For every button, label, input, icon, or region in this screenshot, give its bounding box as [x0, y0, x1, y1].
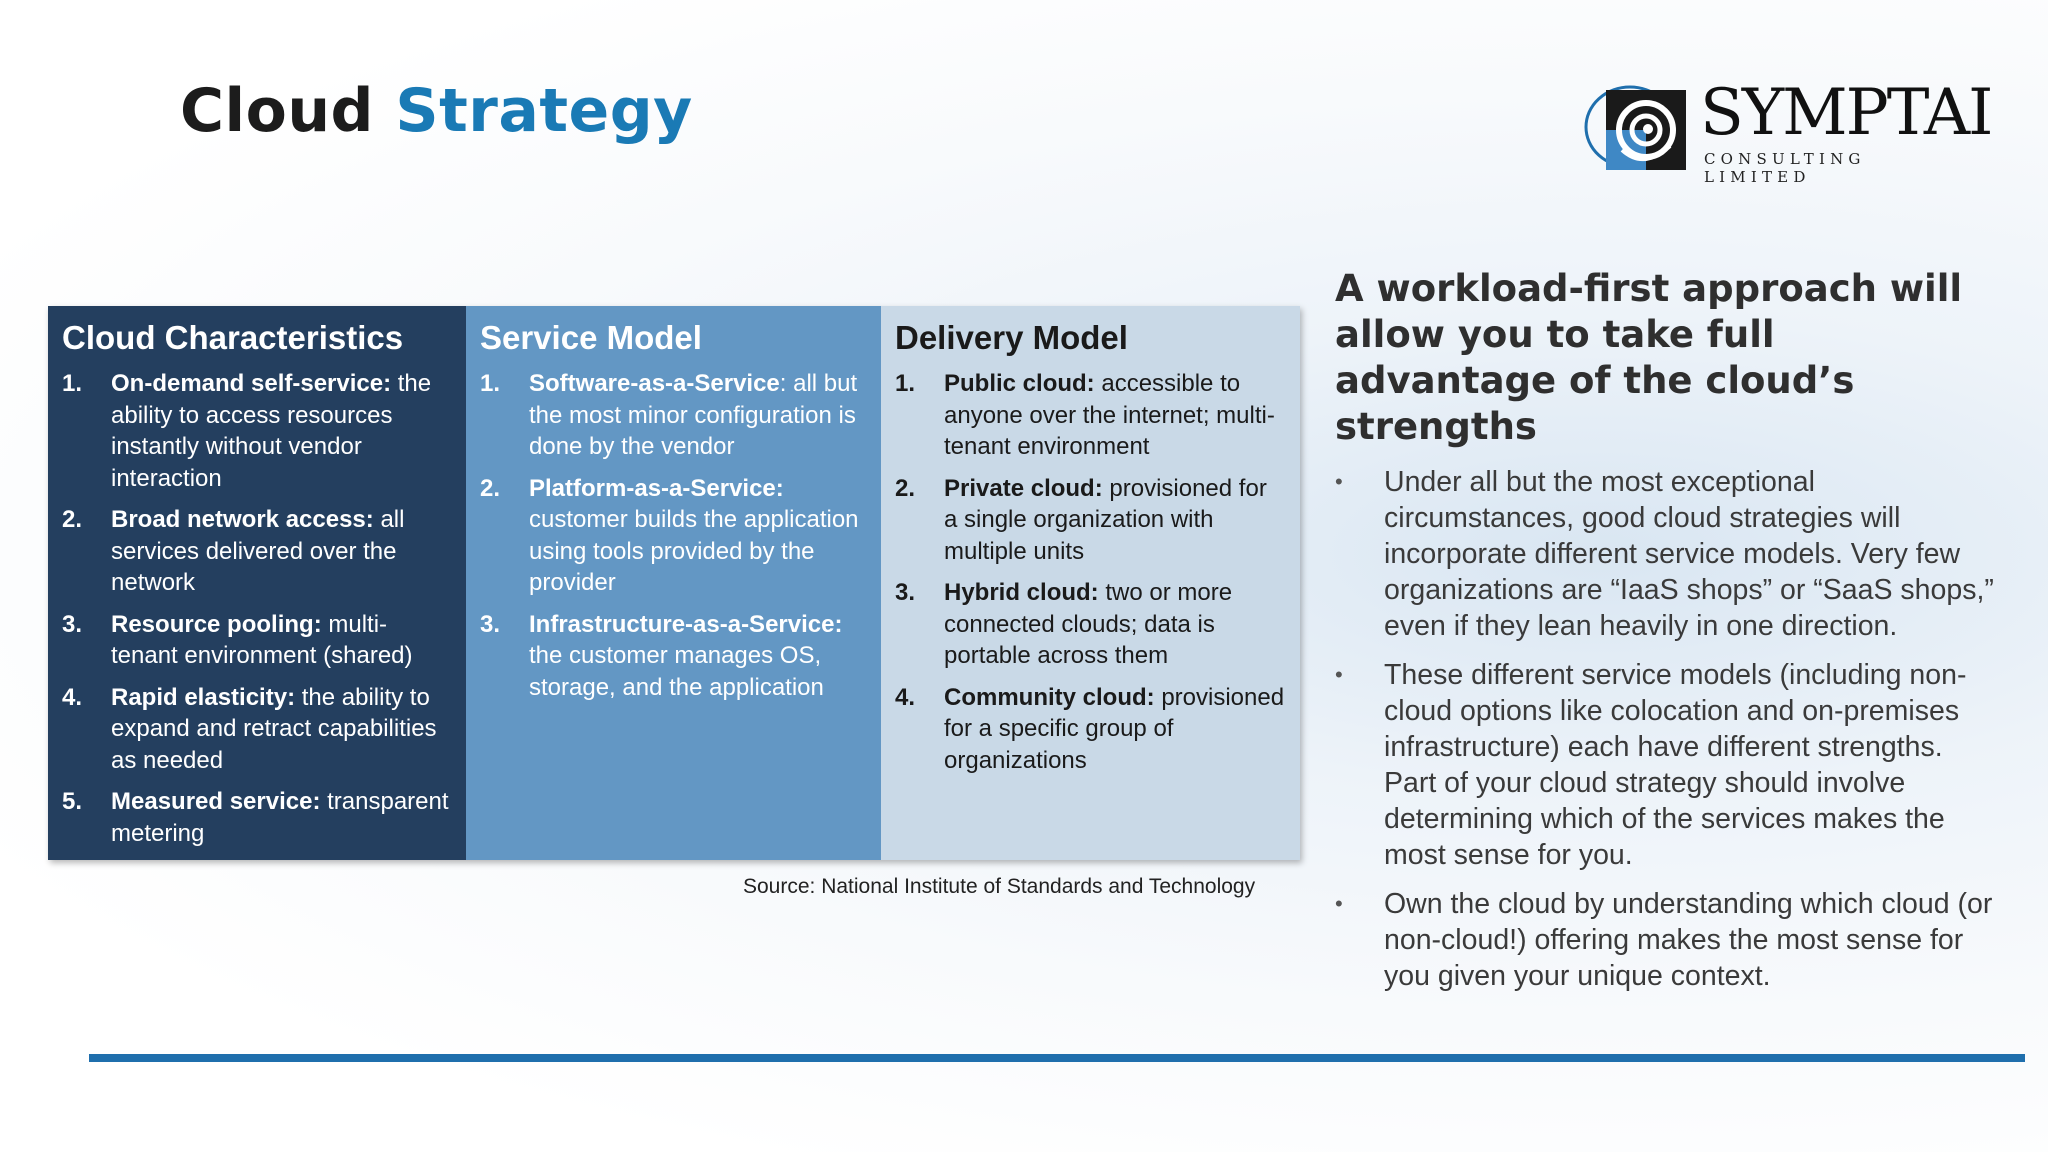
column-heading: Service Model — [480, 319, 702, 356]
item-term: Community cloud: — [944, 683, 1155, 711]
item-text: the customer manages OS, storage, and the application — [529, 642, 824, 701]
item-text: the ability to expand and retract capabilities as needed — [111, 683, 437, 774]
item-number: 3. — [480, 610, 501, 638]
bullet-text: Own the cloud by understanding which cloud (or non-cloud!) offering makes the most sense for you given your unique context. — [1384, 888, 1993, 992]
list-item — [480, 368, 867, 463]
column-heading: Delivery Model — [895, 319, 1128, 356]
cloud-characteristics-column — [48, 306, 466, 860]
item-number: 1. — [895, 370, 916, 397]
item-text: the ability to access resources instantly without vendor interaction — [111, 370, 432, 492]
footer-divider — [89, 1054, 2025, 1062]
list-item — [895, 368, 1286, 463]
item-text: provisioned for a single organization with multiple units — [944, 474, 1267, 565]
list-item — [895, 473, 1286, 568]
item-number: 3. — [895, 579, 916, 606]
cloud-models-panel — [48, 306, 1300, 860]
item-number: 2. — [480, 474, 501, 502]
item-number: 2. — [895, 474, 916, 502]
item-text: two or more connected clouds; data is portable across them — [944, 579, 1233, 669]
item-text: multi-tenant environment (shared) — [111, 610, 413, 669]
bullet-text: These different service models (including non-cloud options like colocation and on-premises infrastructure) each have different strengths. Part of your cloud strategy should involve determining which of the services makes the most sense for you. — [1384, 659, 1967, 871]
item-text: all services delivered over the network — [111, 506, 405, 596]
bullet-item — [1335, 464, 1995, 644]
bullet-icon: • — [1335, 469, 1343, 494]
list-item — [480, 473, 867, 599]
item-number: 4. — [62, 683, 83, 711]
page-title-accent: Strategy — [395, 76, 693, 146]
logo-subtitle: CONSULTING LIMITED — [1704, 150, 1866, 186]
item-number: 4. — [895, 683, 916, 711]
item-text: customer builds the application using tools provided by the provider — [529, 506, 859, 596]
item-number: 2. — [62, 506, 83, 533]
list-item — [62, 609, 452, 672]
item-number: 1. — [62, 370, 83, 397]
list-item — [62, 682, 452, 777]
item-term: Public cloud: — [944, 370, 1095, 397]
service-model-column — [466, 306, 881, 860]
item-text: accessible to anyone over the internet; multi-tenant environment — [944, 370, 1275, 460]
page-title — [180, 76, 693, 146]
item-term: Rapid elasticity: — [111, 683, 296, 711]
bullet-icon: • — [1335, 891, 1343, 916]
item-term: Measured service: — [111, 788, 321, 815]
item-number: 1. — [480, 370, 501, 397]
item-term: Software-as-a-Service — [529, 370, 780, 397]
item-term: Resource pooling: — [111, 610, 322, 638]
item-text: provisioned for a specific group of organizations — [944, 683, 1285, 774]
delivery-model-column — [881, 306, 1300, 860]
list-item — [480, 609, 867, 704]
bullet-item — [1335, 886, 1995, 994]
item-term: Private cloud: — [944, 474, 1103, 502]
bullet-text: Under all but the most exceptional circumstances, good cloud strategies will incorporate different service models. Very few organizations are “IaaS shops” or “SaaS shops,” even if they lean heavily in one direction. — [1384, 466, 1994, 642]
list-item — [895, 682, 1286, 777]
item-term: Hybrid cloud: — [944, 579, 1099, 606]
item-term: Infrastructure-as-a-Service: — [529, 610, 843, 638]
swirl-logo-icon — [1582, 72, 1702, 182]
list-item — [62, 504, 452, 599]
item-number: 5. — [62, 788, 83, 815]
source-citation: Source: National Institute of Standards and Technology — [743, 875, 1256, 898]
item-text: : all but the most minor configuration is done by the vendor — [529, 370, 858, 460]
item-term: Platform-as-a-Service: — [529, 474, 784, 502]
item-text: transparent metering — [111, 788, 449, 847]
approach-panel — [1335, 266, 1995, 1007]
item-number: 3. — [62, 610, 83, 638]
bullet-icon: • — [1335, 662, 1343, 687]
company-logo — [1582, 72, 1992, 186]
approach-heading: A workload-first approach will allow you to take full advantage of the cloud’s strengths — [1335, 267, 1963, 448]
page-title-main: Cloud — [180, 76, 374, 146]
list-item — [62, 368, 452, 494]
logo-name: SYMPTAI — [1700, 76, 1992, 150]
item-term: Broad network access: — [111, 506, 374, 533]
item-term: On-demand self-service: — [111, 370, 392, 397]
column-heading: Cloud Characteristics — [62, 319, 404, 356]
list-item — [62, 786, 452, 849]
list-item — [895, 577, 1286, 672]
bullet-item — [1335, 657, 1995, 873]
